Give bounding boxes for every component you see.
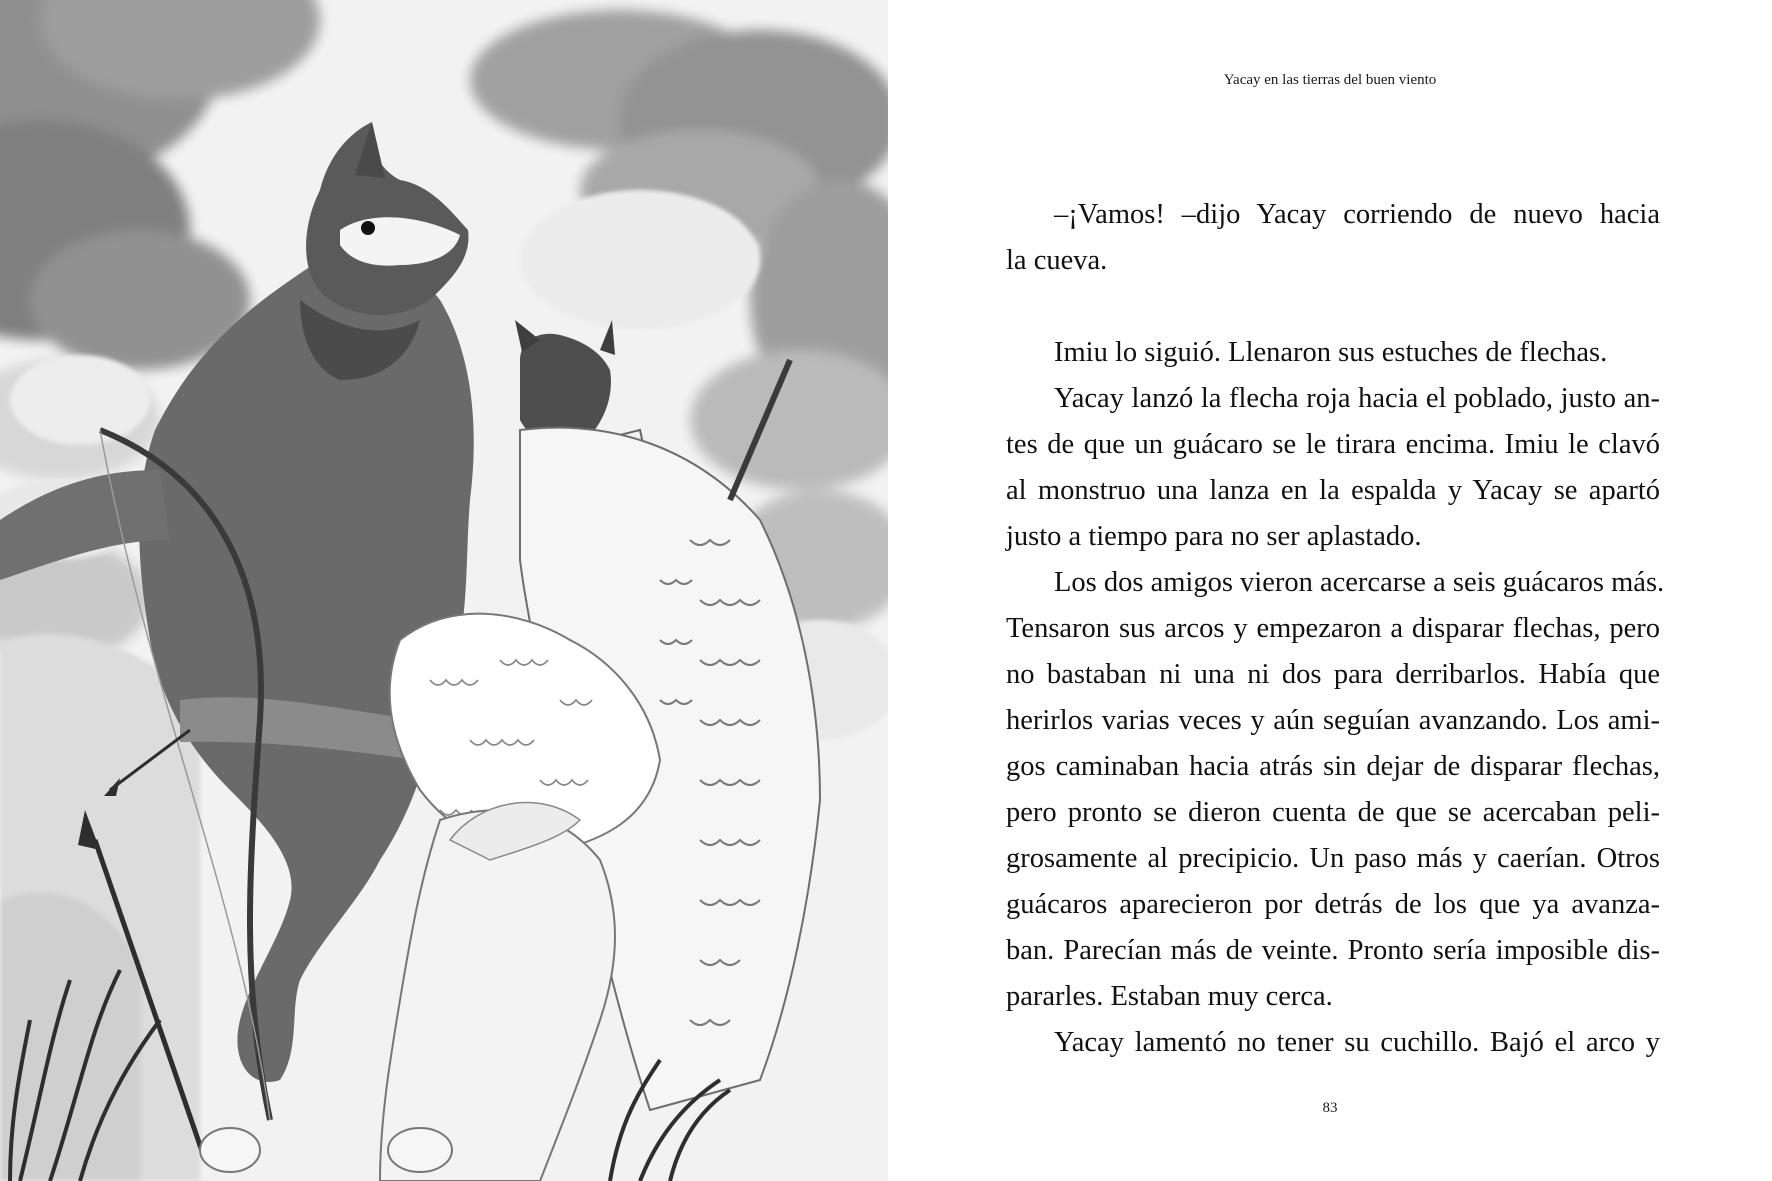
body-text: [1006, 192, 1665, 1066]
text-line: al monstruo una lanza en la espalda y Yacay se apartó: [1006, 475, 1660, 506]
text-line: pero pronto se dieron cuenta de que se acercaban peli-: [1006, 797, 1660, 828]
running-header: Yacay en las tierras del buen viento: [1223, 72, 1437, 88]
text-line: no bastaban ni una ni dos para derribarlos. Había que: [1006, 659, 1660, 690]
text-line: ban. Parecían más de veinte. Pronto sería imposible dis-: [1006, 935, 1660, 966]
text-line: Yacay lanzó la flecha roja hacia el poblado, justo an-: [1054, 383, 1660, 414]
text-line: pararles. Estaban muy cerca.: [1006, 981, 1333, 1012]
text-line: Los dos amigos vieron acercarse a seis guácaros más.: [1054, 567, 1665, 598]
text-page: [888, 0, 1772, 1181]
paragraph-gap: [1006, 284, 1660, 330]
text-line: Imiu lo siguió. Llenaron sus estuches de flechas.: [1054, 337, 1608, 368]
hand: [200, 1128, 260, 1172]
text-line: grosamente al precipicio. Un paso más y caerían. Otros: [1006, 843, 1660, 874]
text-line: justo a tiempo para no ser aplastado.: [1006, 521, 1422, 552]
text-line: tes de que un guácaro se le tirara encima. Imiu le clavó: [1006, 429, 1660, 460]
text-line: gos caminaban hacia atrás sin dejar de disparar flechas,: [1006, 751, 1660, 782]
text-line: Tensaron sus arcos y empezaron a disparar flechas, pero: [1006, 613, 1660, 644]
text-line: guácaros aparecieron por detrás de los que ya avanza-: [1006, 889, 1660, 920]
page-number: 83: [1322, 1100, 1338, 1116]
text-line: la cueva.: [1006, 245, 1108, 276]
text-line: Yacay lamentó no tener su cuchillo. Bajó el arco y: [1054, 1027, 1660, 1058]
text-line: herirlos varias veces y aún seguían avanzando. Los ami-: [1006, 705, 1660, 736]
text-line: –¡Vamos! –dijo Yacay corriendo de nuevo hacia: [1054, 199, 1660, 230]
